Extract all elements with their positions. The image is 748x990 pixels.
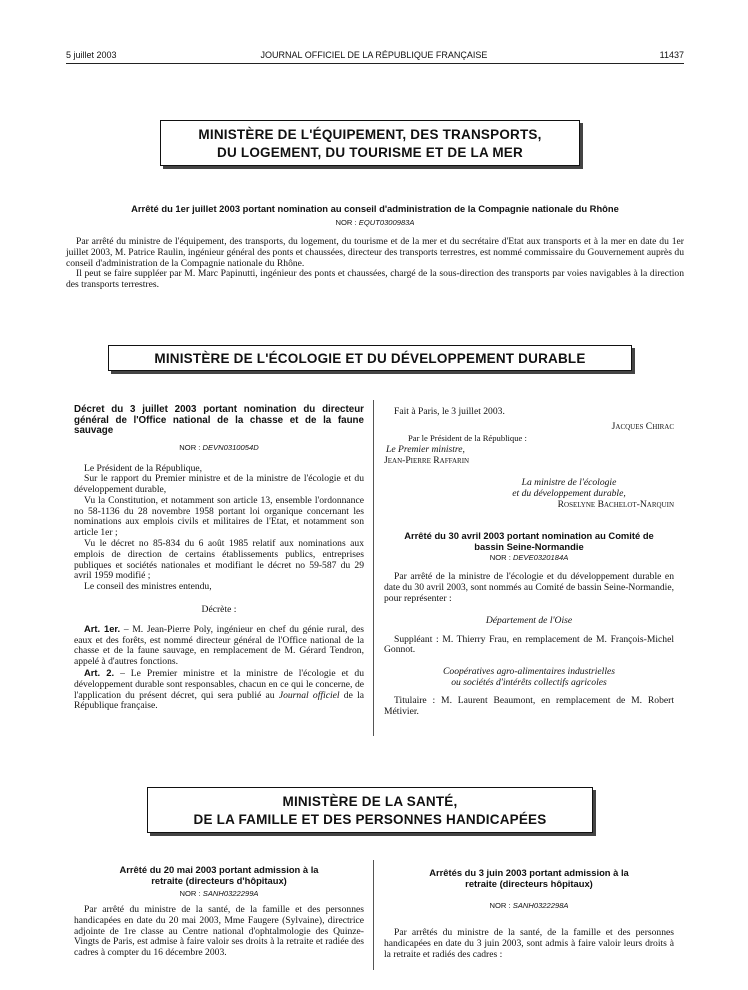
category-heading: ou sociétés d'intérêts collectifs agricoles bbox=[451, 676, 607, 688]
paragraph: Vu le décret no 85-834 du 6 août 1985 relatif aux nominations aux emplois de direction de certains établissements publics, entreprises publiques et sociétés nationales et modifiant le décret no 59-587 du 29 avril 1959 modifié ; bbox=[74, 538, 364, 582]
nor-code: DEVE0320184A bbox=[512, 553, 569, 563]
ministry-line-1: MINISTÈRE DE LA SANTÉ, bbox=[282, 794, 458, 809]
nor-label: NOR : bbox=[335, 218, 357, 227]
ministry-line-1: MINISTÈRE DE L'ÉCOLOGIE ET DU DÉVELOPPEMENT DURABLE bbox=[154, 351, 586, 366]
arrete-title: Arrêté du 30 avril 2003 portant nomination au Comité de bassin Seine-Normandie bbox=[404, 530, 654, 553]
paragraph: Par arrêtés du ministre de la santé, de la famille et des personnes handicapées en date du 3 juin 2003, sont admis à faire valoir leurs droits à la retraite et radiés des cadres : bbox=[384, 927, 674, 960]
paragraph: Suppléant : M. Thierry Frau, en remplacement de M. François-Michel Gonnot. bbox=[384, 633, 674, 656]
article-text: – M. Jean-Pierre Poly, ingénieur en chef du génie rural, des eaux et des forêts, est nommé directeur général de l'Office national de la chasse et de la faune sauvage, en remplacement de M. Gérard Tendron, appelé à d'autres fonctions. bbox=[74, 623, 364, 668]
minister-name: Roselyne Bachelot-Narquin bbox=[557, 498, 674, 510]
paragraph: Par arrêté du ministre de la santé, de la famille et des personnes handicapées en date du 20 mai 2003, Mme Faugere (Sylvaine), directrice adjointe de 1re classe au Centre national d'ophtalmologie des Quinze-Vingts de Paris, est admise à faire valoir ses droits à la retraite et radiée des cadres à compter du 16 décembre 2003. bbox=[74, 904, 364, 959]
nor-code: SANH0322299A bbox=[202, 889, 259, 898]
paragraph: Par arrêté de la ministre de l'écologie et du développement durable en date du 30 avril 2003, sont nommés au Comité de bassin Seine-Normandie, pour représenter : bbox=[384, 571, 674, 604]
nor-line bbox=[66, 218, 684, 227]
fait-line: Fait à Paris, le 3 juillet 2003. bbox=[394, 406, 505, 417]
signature-column bbox=[384, 407, 674, 717]
paragraph: Vu la Constitution, et notamment son article 13, ensemble l'ordonnance no 58-1136 du 28 novembre 1958 portant loi organique concernant les nominations aux emplois civils et militaires de l'Etat, et notamment son article 1er ; bbox=[74, 494, 364, 539]
arrete-title: Arrêté du 1er juillet 2003 portant nomination au conseil d'administration de la Compagnie nationale du Rhône bbox=[131, 203, 619, 214]
header-date: 5 juillet 2003 bbox=[66, 50, 117, 60]
ministry-box-ecologie bbox=[108, 345, 632, 371]
article-text: de la République française. bbox=[74, 689, 365, 712]
journal-name: Journal officiel bbox=[278, 689, 340, 701]
arrete-title: Arrêté du 20 mai 2003 portant admission à la retraite (directeurs d'hôpitaux) bbox=[119, 864, 319, 886]
nor-label: NOR : bbox=[179, 442, 201, 452]
paragraph: Sur le rapport du Premier ministre et de la ministre de l'écologie et du développement durable, bbox=[74, 473, 364, 496]
pm-name: Jean-Pierre Raffarin bbox=[384, 455, 470, 467]
signer-name: Jacques Chirac bbox=[611, 420, 674, 432]
retraite-column-left bbox=[74, 864, 364, 959]
decret-column bbox=[74, 405, 364, 712]
department-heading: Département de l'Oise bbox=[485, 614, 573, 626]
article-2 bbox=[74, 668, 364, 712]
arrete-body bbox=[66, 237, 684, 291]
column-divider bbox=[373, 400, 374, 736]
article-text: – Le Premier ministre et la ministre de l'écologie et du développement durable sont responsables, chacun en ce qui le concerne, de l'application du présent décret, qui sera publié au bbox=[74, 668, 364, 701]
ministry-line-2: DU LOGEMENT, DU TOURISME ET DE LA MER bbox=[217, 145, 523, 160]
ministry-box-sante bbox=[147, 787, 593, 833]
paragraph: Titulaire : M. Laurent Beaumont, en remplacement de M. Robert Métivier. bbox=[384, 694, 674, 717]
nor-code: SANH0322298A bbox=[512, 901, 569, 910]
nor-label: NOR : bbox=[179, 889, 201, 898]
header-page: 11437 bbox=[659, 50, 684, 60]
par-line: Par le Président de la République : bbox=[408, 432, 527, 443]
nor-line bbox=[384, 901, 674, 910]
ministry-box-equipement bbox=[160, 120, 580, 166]
article-label: Art. 1er. bbox=[84, 622, 121, 634]
ministry-line-1: MINISTÈRE DE L'ÉQUIPEMENT, DES TRANSPORTS, bbox=[198, 127, 542, 142]
nor-label: NOR : bbox=[489, 553, 511, 563]
nor-label: NOR : bbox=[489, 901, 511, 910]
minister-title: La ministre de l'écologie bbox=[521, 476, 617, 488]
column-divider bbox=[373, 860, 374, 970]
minister-title: et du développement durable, bbox=[512, 487, 626, 499]
article-1 bbox=[74, 624, 364, 668]
nor-code: EQUT0300983A bbox=[358, 218, 415, 227]
ministry-line-2: DE LA FAMILLE ET DES PERSONNES HANDICAPÉES bbox=[193, 812, 547, 827]
nor-line bbox=[74, 443, 364, 452]
nor-line bbox=[384, 553, 674, 562]
header-rule bbox=[66, 63, 684, 64]
paragraph: Par arrêté du ministre de l'équipement, des transports, du logement, du tourisme et de la mer et du secrétaire d'Etat aux transports et à la mer en date du 1er juillet 2003, M. Patrice Raulin, ingénieur général des ponts et chaussées, directeur des transports terrestres, est nommé commissaire du Gouvernement auprès du conseil d'administration de la Compagnie nationale du Rhône. bbox=[66, 236, 684, 269]
paragraph: Le Président de la République, bbox=[84, 462, 203, 474]
header-journal: JOURNAL OFFICIEL DE LA RÉPUBLIQUE FRANÇAISE bbox=[260, 50, 488, 60]
arrete-title: Arrêtés du 3 juin 2003 portant admission à la retraite (directeurs hôpitaux) bbox=[429, 867, 629, 889]
nor-code: DEVN0310054D bbox=[202, 442, 259, 452]
retraite-column-right bbox=[384, 867, 674, 960]
nor-line bbox=[74, 889, 364, 898]
category-heading: Coopératives agro-alimentaires industrielles bbox=[443, 666, 615, 678]
pm-title: Le Premier ministre, bbox=[386, 444, 465, 456]
article-label: Art. 2. bbox=[84, 667, 115, 679]
paragraph: Le conseil des ministres entendu, bbox=[84, 581, 212, 593]
decrete: Décrète : bbox=[201, 604, 237, 616]
decret-title: Décret du 3 juillet 2003 portant nomination du directeur général de l'Office national de la chasse et de la faune sauvage bbox=[74, 404, 364, 436]
paragraph: Il peut se faire suppléer par M. Marc Papinutti, ingénieur des ponts et chaussées, chargé de la sous-direction des transports par voies navigables à la direction des transports terrestres. bbox=[66, 268, 684, 291]
